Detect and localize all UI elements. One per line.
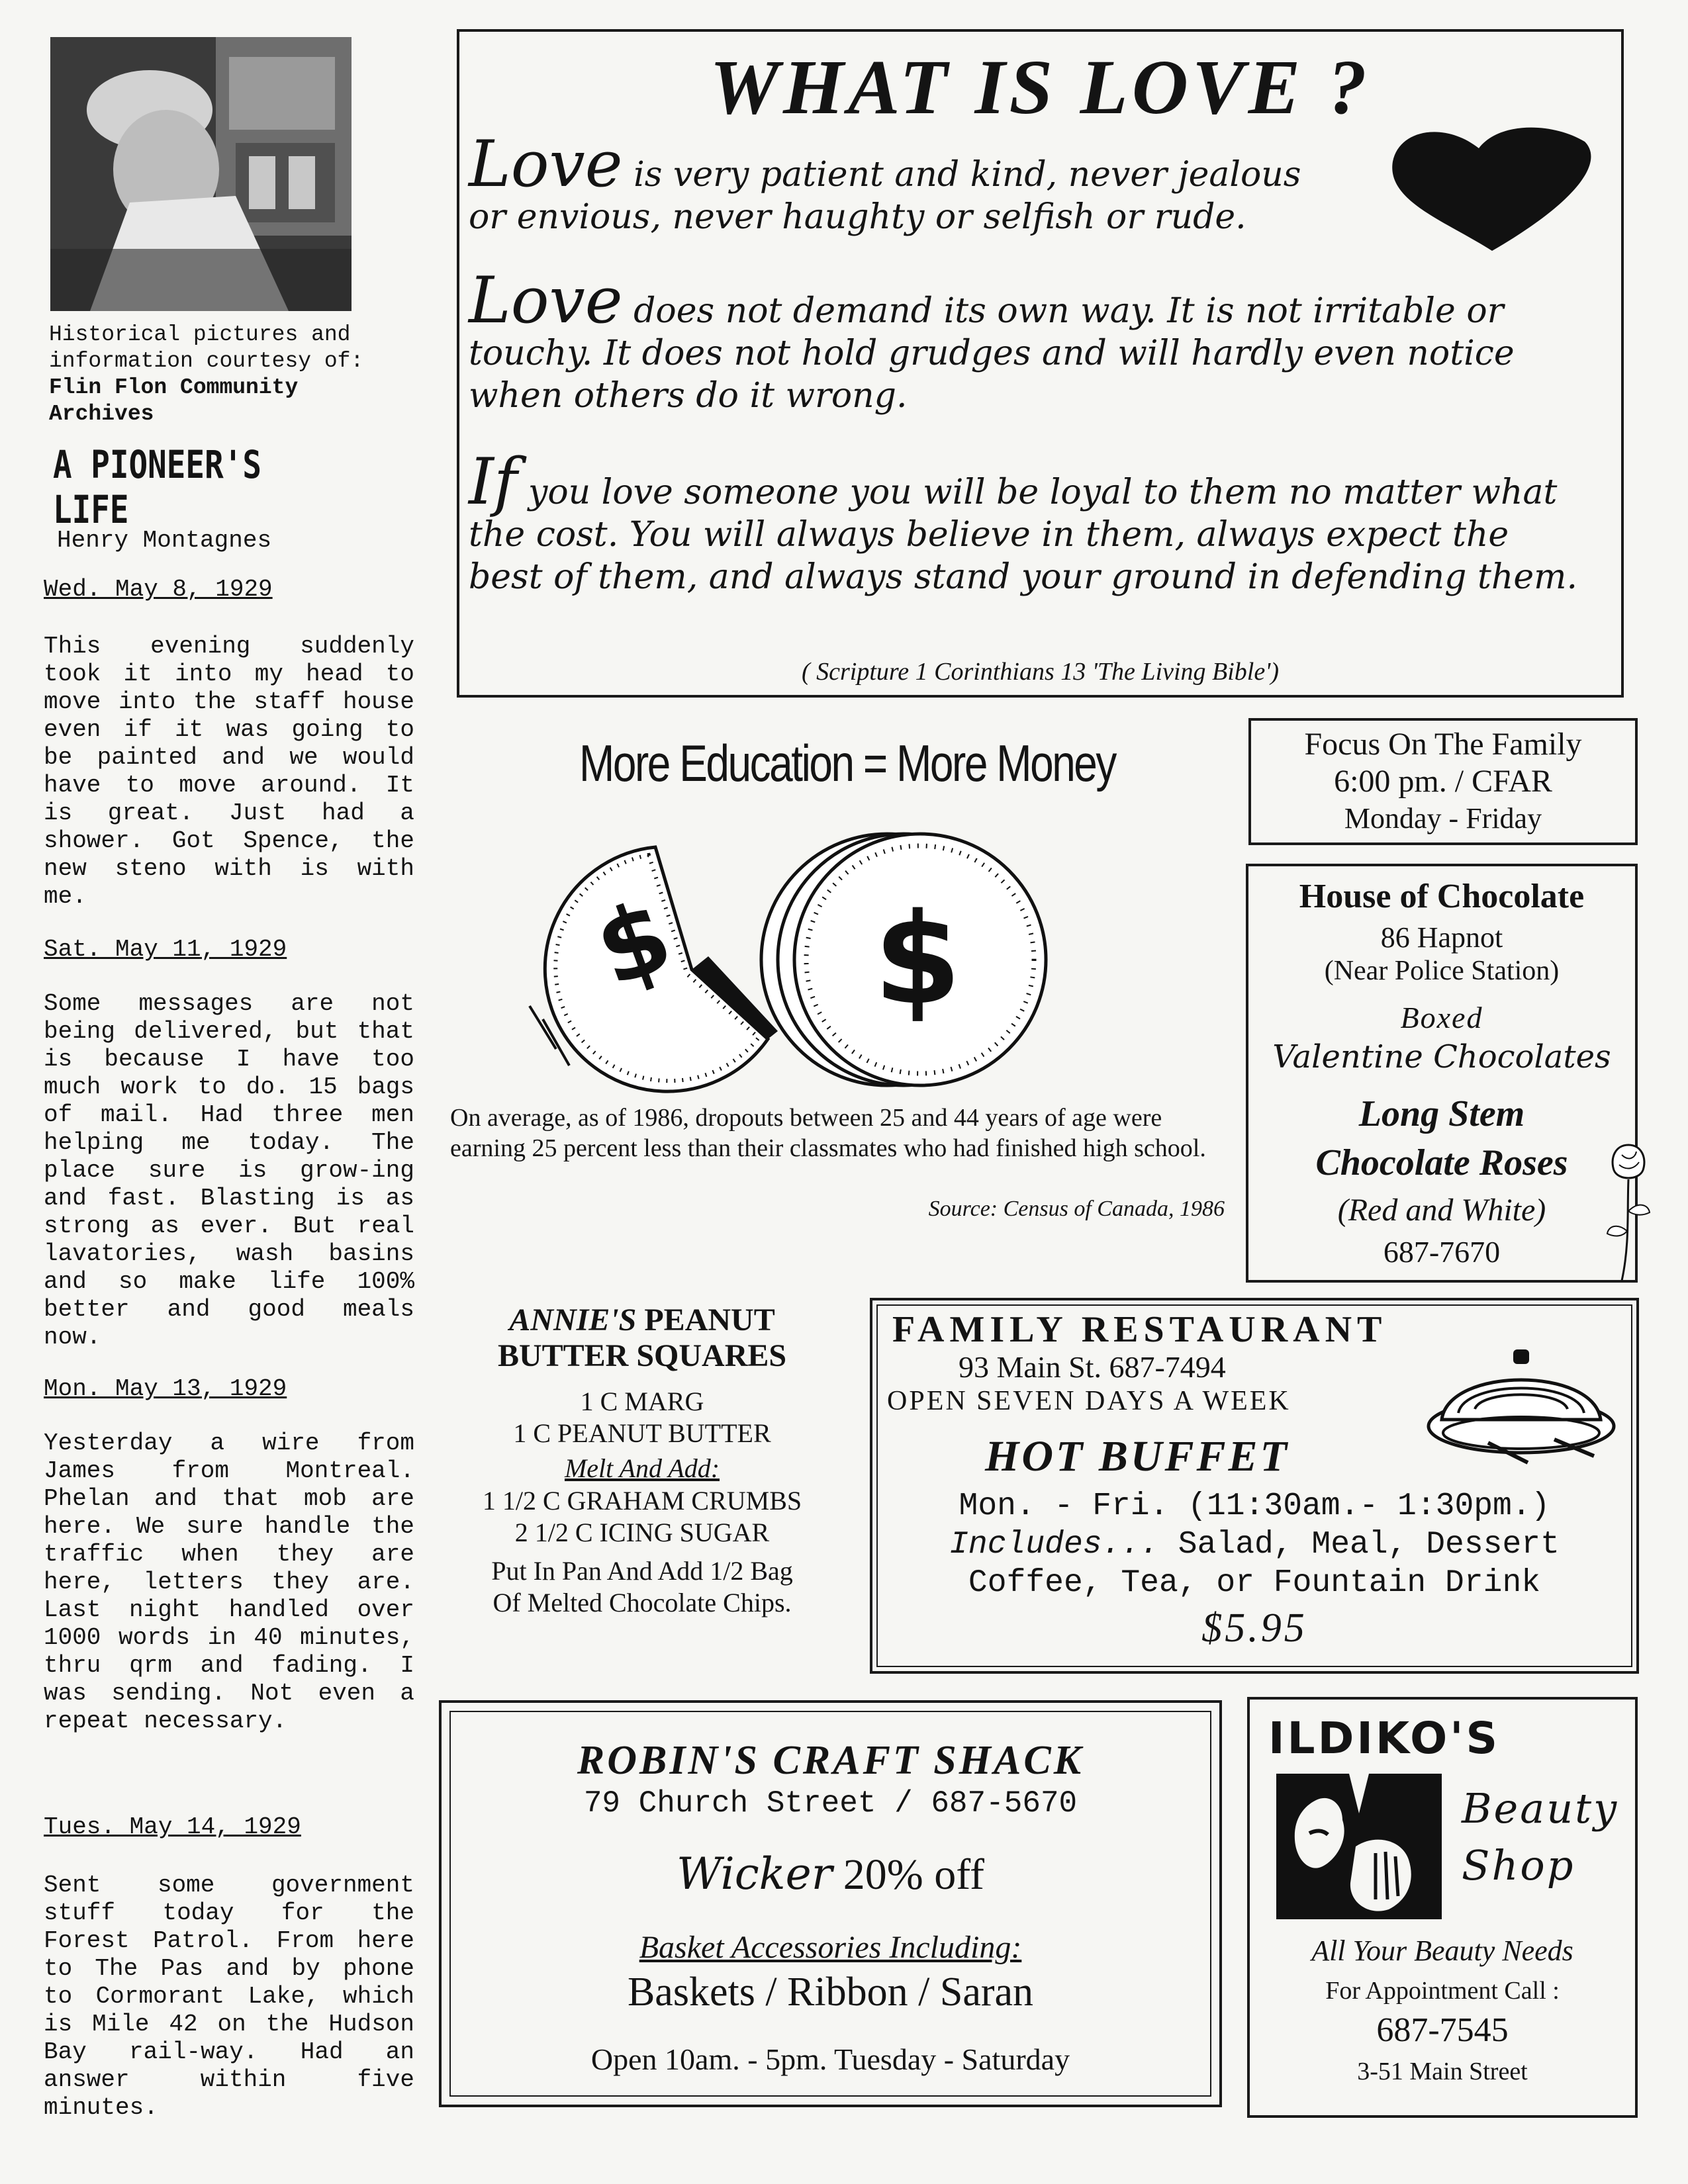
love-line: best of them, and always stand your ground in defending them. xyxy=(469,557,1577,597)
includes-label: Includes... xyxy=(949,1527,1159,1563)
craft-accessories-items: Baskets / Ribbon / Saran xyxy=(627,1970,1034,2015)
craft-sale xyxy=(442,1848,1219,1900)
photo-caption-line: Historical pictures and xyxy=(49,322,351,347)
love-paragraph-1 xyxy=(469,127,1614,238)
love-paragraph-2 xyxy=(469,263,1614,417)
restaurant-price: $5.95 xyxy=(1201,1606,1307,1651)
entry-date: Wed. May 8, 1929 xyxy=(44,576,273,603)
beauty-tagline: All Your Beauty Needs xyxy=(1311,1934,1573,1967)
love-line: when others do it wrong. xyxy=(469,376,908,416)
recipe-ingredient: 2 1/2 C ICING SUGAR xyxy=(514,1518,770,1547)
recipe-title: PEANUT xyxy=(636,1302,775,1338)
recipe-title-line2: BUTTER SQUARES xyxy=(497,1338,787,1373)
recipe-step-heading: Melt And Add: xyxy=(564,1453,720,1483)
education-title: More Education = More Money xyxy=(579,734,1115,792)
shop-word: Shop xyxy=(1462,1841,1575,1889)
entry-date: Mon. May 13, 1929 xyxy=(44,1375,287,1402)
beauty-phone: 687-7545 xyxy=(1376,2011,1509,2049)
product-valentine: Valentine Chocolates xyxy=(1272,1038,1611,1075)
beauty-address: 3-51 Main Street xyxy=(1357,2058,1528,2085)
love-drop-cap: Love xyxy=(469,127,623,201)
column-author: Henry Montagnes xyxy=(57,527,272,554)
craft-accessories-heading: Basket Accessories Including: xyxy=(639,1930,1022,1965)
store-phone: 687-7670 xyxy=(1383,1235,1501,1269)
entry-text: Sent some government stuff today for the Forest Patrol. From here to The Pas and by phone to Cormorant Lake, which is Mile 42 on the Hudson Bay rail-way. Had an answer within five minutes. xyxy=(44,1872,414,2121)
restaurant-ad xyxy=(870,1298,1639,1674)
craft-shop-name: ROBIN'S CRAFT SHACK xyxy=(577,1738,1084,1783)
craft-shop-hours: Open 10am. - 5pm. Tuesday - Saturday xyxy=(590,2042,1070,2076)
restaurant-headline: HOT BUFFET xyxy=(985,1432,1289,1480)
rose-icon xyxy=(1602,1138,1655,1284)
craft-shop-ad xyxy=(439,1700,1222,2107)
love-line: you love someone you will be loyal to them no matter what xyxy=(517,473,1558,512)
recipe-ingredient: 1 C PEANUT BUTTER xyxy=(513,1418,771,1448)
beauty-shop-name: ILDIKO'S xyxy=(1268,1713,1500,1764)
beauty-logo-icon xyxy=(1276,1774,1442,1919)
restaurant-address: 93 Main St. 687-7494 xyxy=(959,1350,1226,1384)
store-name: House of Chocolate xyxy=(1299,878,1585,915)
radio-program-ad xyxy=(1248,718,1638,845)
historical-photo-image xyxy=(50,37,352,311)
program-name: Focus On The Family xyxy=(1304,727,1582,762)
beauty-shop-ad xyxy=(1247,1697,1638,2118)
love-line: is very patient and kind, never jealous xyxy=(622,155,1301,195)
restaurant-hours: Mon. - Fri. (11:30am.- 1:30pm.) xyxy=(959,1488,1550,1524)
restaurant-name: FAMILY RESTAURANT xyxy=(892,1309,1387,1350)
chocolate-ad xyxy=(1246,864,1638,1283)
product-colors: (Red and White) xyxy=(1337,1193,1546,1228)
historical-photo xyxy=(50,37,352,311)
includes-items: Salad, Meal, Dessert xyxy=(1158,1527,1560,1563)
love-box xyxy=(457,29,1624,698)
love-drop-cap: Love xyxy=(469,263,623,338)
recipe-author: ANNIE'S xyxy=(509,1302,637,1338)
beauty-word: Beauty xyxy=(1462,1784,1619,1833)
coin-dollar-sign: $ xyxy=(581,878,686,1010)
restaurant-open-days: OPEN SEVEN DAYS A WEEK xyxy=(887,1386,1291,1416)
education-text: On average, as of 1986, dropouts between 25 and 44 years of age were earning 25 percent less than their classmates who had finished high school. xyxy=(450,1104,1206,1162)
love-reference: ( Scripture 1 Corinthians 13 'The Living Bible') xyxy=(802,658,1279,686)
entry-date: Tues. May 14, 1929 xyxy=(44,1813,301,1841)
recipe xyxy=(437,1302,847,1619)
love-title: WHAT IS LOVE ? xyxy=(710,44,1371,130)
restaurant-drinks: Coffee, Tea, or Fountain Drink xyxy=(968,1565,1541,1601)
photo-source: Flin Flon Community Archives xyxy=(49,375,299,426)
entry-text: Some messages are not being delivered, but that is because I have too much work to do. 15 bags of mail. Had three men helping me today. The place sure is grow-ing and fast. Blasting is as strong as ever. But real lavatories, wash basins and so make life 100% better and good meals now. xyxy=(44,990,414,1351)
recipe-ingredient: 1 1/2 C GRAHAM CRUMBS xyxy=(482,1486,802,1516)
sale-discount: 20% off xyxy=(832,1850,985,1899)
coins-icon xyxy=(516,821,1112,1105)
product-roses: Chocolate Roses xyxy=(1315,1142,1568,1183)
photo-caption xyxy=(49,322,380,428)
entry-text: This evening suddenly took it into my head to move into the staff house even if it was going to be painted and we would have to move around. It is great. Just had a shower. Got Spence, the new steno with is with me. xyxy=(44,633,414,910)
love-paragraph-3 xyxy=(469,445,1614,598)
recipe-instruction: Of Melted Chocolate Chips. xyxy=(492,1588,792,1617)
recipe-ingredient: 1 C MARG xyxy=(580,1387,704,1416)
sale-item: Wicker xyxy=(676,1848,833,1899)
product-long-stem: Long Stem xyxy=(1358,1093,1525,1134)
photo-caption-line: information courtesy of: xyxy=(49,349,364,373)
entry-text: Yesterday a wire from James from Montreal. Phelan and that mob are here. We sure handle the traffic when they are here, letters they are. Last night handled over 1000 words in 40 minutes, thru qrm and fading. I was sending. Not even a repeat necessary. xyxy=(44,1430,414,1735)
column-title: A PIONEER'S LIFE xyxy=(53,442,261,532)
restaurant-includes xyxy=(872,1527,1636,1563)
recipe-instruction: Put In Pan And Add 1/2 Bag xyxy=(491,1556,793,1586)
love-line: or envious, never haughty or selfish or rude. xyxy=(469,197,1246,237)
beauty-appointment: For Appointment Call : xyxy=(1325,1977,1560,2005)
education-source: Source: Census of Canada, 1986 xyxy=(928,1197,1225,1221)
love-line: touchy. It does not hold grudges and will hardly even notice xyxy=(469,334,1515,373)
craft-shop-address: 79 Church Street / 687-5670 xyxy=(583,1786,1078,1821)
love-line: does not demand its own way. It is not irritable or xyxy=(622,291,1504,331)
love-line: the cost. You will always believe in them, always expect the xyxy=(469,515,1509,555)
serving-cloche-icon xyxy=(1422,1327,1620,1466)
store-landmark: (Near Police Station) xyxy=(1324,956,1560,986)
store-address: 86 Hapnot xyxy=(1380,921,1503,954)
program-days: Monday - Friday xyxy=(1344,802,1542,835)
entry-date: Sat. May 11, 1929 xyxy=(44,936,287,963)
coin-dollar-sign: $ xyxy=(874,886,962,1032)
product-boxed: Boxed xyxy=(1400,1001,1483,1034)
program-time: 6:00 pm. / CFAR xyxy=(1334,764,1552,799)
love-drop-cap: If xyxy=(469,445,518,519)
